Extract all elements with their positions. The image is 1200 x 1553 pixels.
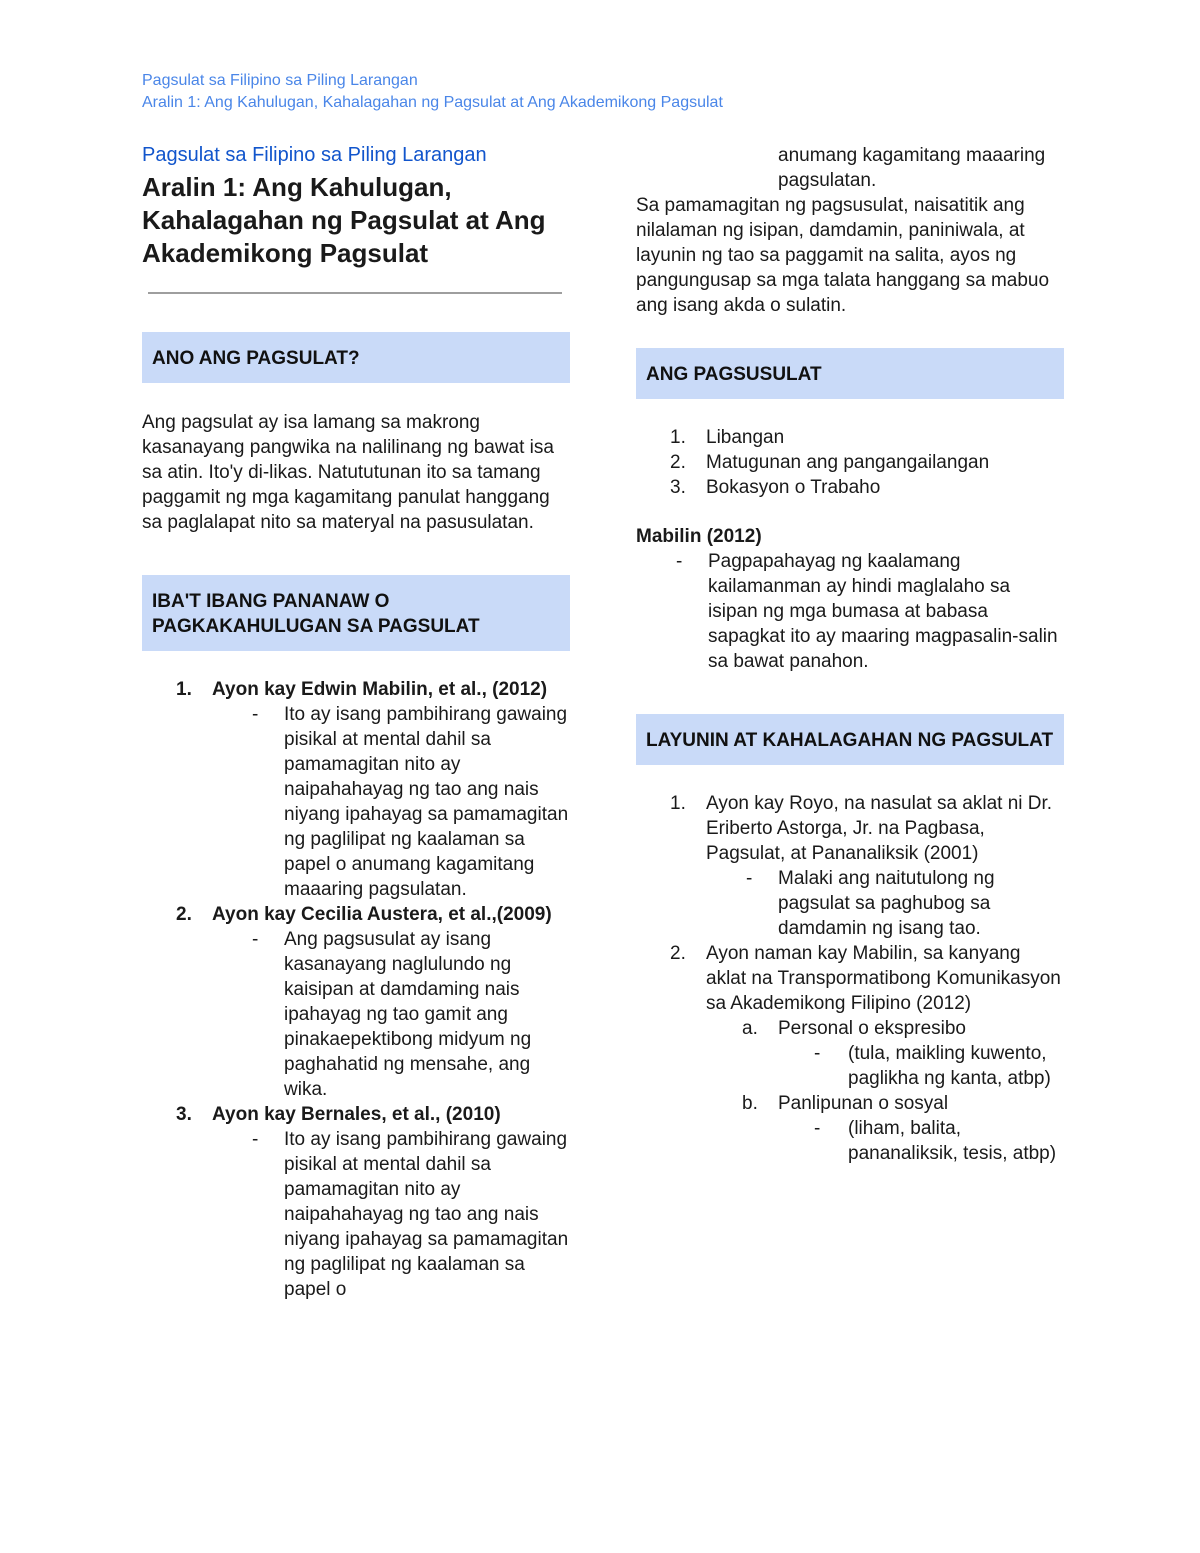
dash-bullet: - — [814, 1118, 821, 1139]
section-heading-layunin: LAYUNIN AT KAHALAGAHAN NG PAGSULAT — [636, 714, 1064, 765]
mabilin-list — [636, 549, 1064, 674]
list-item-text: Malaki ang naitutulong ng pagsulat sa paghubog sa damdamin ng isang tao. — [778, 868, 995, 939]
lesson-title: Aralin 1: Ang Kahulugan, Kahalagahan ng Pagsulat at Ang Akademikong Pagsulat — [142, 172, 546, 268]
list-item-text: Libangan — [706, 427, 785, 448]
list-number: 1. — [670, 427, 686, 448]
list-item — [212, 1127, 570, 1302]
section-heading-ang-pagsusulat: ANG PAGSUSULAT — [636, 348, 1064, 399]
course-title: Pagsulat sa Filipino sa Piling Larangan — [142, 144, 487, 166]
list-number: 3. — [670, 477, 686, 498]
list-item-heading: Ayon kay Edwin Mabilin, et al., (2012) — [212, 679, 548, 700]
list-item-text: Personal o ekspresibo — [778, 1018, 966, 1039]
list-item — [636, 475, 1064, 500]
title-divider — [148, 292, 562, 294]
running-header-lesson: Aralin 1: Ang Kahulugan, Kahalagahan ng Pagsulat at Ang Akademikong Pagsulat — [142, 94, 723, 111]
list-item — [142, 677, 570, 902]
mabilin-heading: Mabilin (2012) — [636, 526, 762, 547]
list-number: 1. — [670, 793, 686, 814]
dash-bullet: - — [814, 1043, 821, 1064]
list-item — [212, 702, 570, 902]
list-item-heading: Ayon kay Bernales, et al., (2010) — [212, 1104, 501, 1125]
list-item-text: Pagpapahayag ng kaalamang kailamanman ay hindi maglalaho sa isipan ng mga bumasa at babasa sapagkat ito ay maaring magpasalin-salin sa bawat panahon. — [708, 551, 1058, 672]
writing-paragraph: Sa pamamagitan ng pagsusulat, naisatitik ang nilalaman ng isipan, damdamin, paniniwala, at layunin ng tao sa paggamit na salita, ayos ng pangungusap sa mga talata hanggang sa mabuo ang isang akda o sulatin. — [636, 195, 1050, 316]
list-item — [636, 941, 1064, 1166]
running-header — [142, 70, 723, 114]
list-item — [636, 425, 1064, 450]
list-item-text: Matugunan ang pangangailangan — [706, 452, 990, 473]
list-item-text: Ito ay isang pambihirang gawaing pisikal at mental dahil sa pamamagitan nito ay naipahahayag ng tao ang nais niyang ipahayag sa pamamagitan ng paglilipat ng kaalaman sa papel o anumang kagamitang maaaring pagsulatan. — [284, 704, 569, 900]
list-item-text: Ang pagsusulat ay isang kasanayang naglulundo ng kaisipan at damdaming nais ipahayag ng tao gamit ang pinakaepektibong midyum ng paghahatid ng mensahe, ang wika. — [284, 929, 532, 1100]
list-item — [778, 1041, 1064, 1091]
pagsusulat-list — [636, 425, 1064, 500]
list-number: 2. — [670, 452, 686, 473]
layunin-list — [636, 791, 1064, 1166]
dash-bullet: - — [252, 929, 259, 950]
views-list — [142, 677, 570, 1302]
list-item-text: Bokasyon o Trabaho — [706, 477, 881, 498]
list-item — [706, 1091, 1064, 1166]
list-item — [636, 549, 1064, 674]
continued-text: anumang kagamitang maaaring pagsulatan. — [778, 145, 1046, 191]
right-column — [636, 141, 1064, 1166]
list-number: 2. — [176, 904, 192, 925]
sub-list — [706, 1016, 1064, 1166]
list-item — [142, 902, 570, 1102]
dash-bullet: - — [746, 868, 753, 889]
intro-paragraph: Ang pagsulat ay isa lamang sa makrong kasanayang pangwika na nalilinang ng bawat isa sa atin. Ito'y di-likas. Natututunan ito sa tamang paggamit ng mga kagamitang panulat hanggang sa paglalapat nito sa materyal na pasusulatan. — [142, 412, 554, 533]
section-heading-ano-ang-pagsulat: ANO ANG PAGSULAT? — [142, 332, 570, 383]
list-item-heading: Ayon kay Cecilia Austera, et al.,(2009) — [212, 904, 552, 925]
list-item-text: (tula, maikling kuwento, paglikha ng kanta, atbp) — [848, 1043, 1051, 1089]
list-item — [778, 1116, 1064, 1166]
dash-bullet: - — [252, 704, 259, 725]
list-item-text: Panlipunan o sosyal — [778, 1093, 949, 1114]
list-number: 1. — [176, 679, 192, 700]
list-letter: b. — [742, 1093, 758, 1114]
list-number: 2. — [670, 943, 686, 964]
left-column — [142, 141, 570, 1302]
list-item-text: Ayon kay Royo, na nasulat sa aklat ni Dr. Eriberto Astorga, Jr. na Pagbasa, Pagsulat, at Pananaliksik (2001) — [706, 793, 1053, 864]
list-item-text: Ayon naman kay Mabilin, sa kanyang aklat na Transpormatibong Komunikasyon sa Akademikong Filipino (2012) — [706, 943, 1061, 1014]
list-number: 3. — [176, 1104, 192, 1125]
list-letter: a. — [742, 1018, 758, 1039]
list-item-text: (liham, balita, pananaliksik, tesis, atbp) — [848, 1118, 1057, 1164]
list-item — [706, 1016, 1064, 1091]
list-item-text: Ito ay isang pambihirang gawaing pisikal at mental dahil sa pamamagitan nito ay naipahahayag ng tao ang nais niyang ipahayag sa pamamagitan ng paglilipat ng kaalaman sa papel o — [284, 1129, 569, 1300]
running-header-course: Pagsulat sa Filipino sa Piling Larangan — [142, 72, 418, 89]
list-item — [636, 450, 1064, 475]
list-item — [636, 791, 1064, 941]
dash-bullet: - — [676, 551, 683, 572]
dash-bullet: - — [252, 1129, 259, 1150]
list-item — [706, 866, 1064, 941]
list-item — [142, 1102, 570, 1302]
list-item — [212, 927, 570, 1102]
section-heading-ibat-ibang-pananaw: IBA'T IBANG PANANAW O PAGKAKAHULUGAN SA PAGSULAT — [142, 575, 570, 651]
